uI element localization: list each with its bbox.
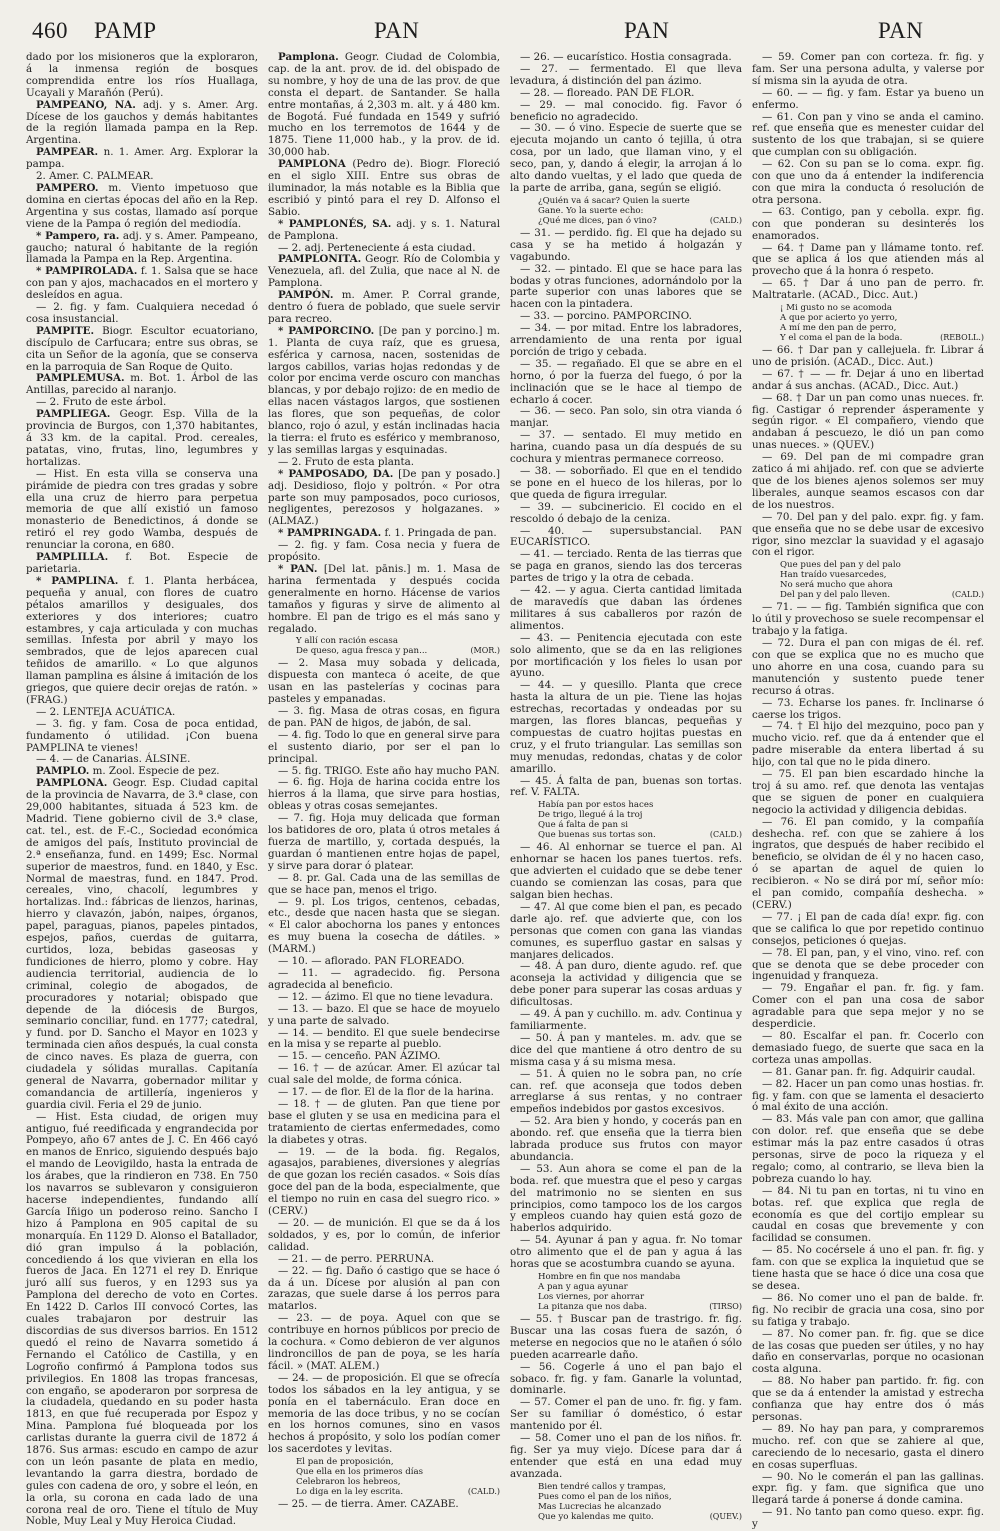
entry-headword: * PAMPLONÉS, SA.: [278, 217, 392, 230]
entry-definition: — 57. Comer el pan de uno. fr. fig. y fam. Ser su familiar ó doméstico, ó estar mantenido por él.: [510, 1396, 742, 1433]
entry-definition: — 3. fig. Masa de otras cosas, en figura de pan. PAN de higos, de jabón, de sal.: [268, 705, 500, 729]
entry-headword: PAMPLONITA.: [278, 253, 362, 266]
entry-definition: (Pedro de). Biogr. Floreció en el siglo XIII. Entre sus obras de iluminador, la más notable es la Biblia que escribió y pintó para el rey D. Alfonso el Sabio.: [268, 158, 500, 218]
dictionary-entry: [268, 290, 500, 326]
column-2: [268, 51, 500, 1511]
dictionary-entry: [268, 159, 500, 219]
dictionary-entry: [26, 552, 258, 576]
dictionary-entry: [752, 698, 984, 722]
dictionary-entry: [510, 1164, 742, 1235]
page-header: [20, 18, 986, 52]
dictionary-entry: [752, 1293, 984, 1329]
dictionary-entry: [752, 52, 984, 88]
entry-definition: — 62. Con su pan se lo coma. expr. fig. con que uno da á entender la indiferencia con que mira la conducta ó resolución de otra persona.: [752, 158, 984, 206]
entry-definition: — 15. — cenceño. PAN ÁZIMO.: [278, 1050, 441, 1063]
entry-definition: — 54. Ayunar á pan y agua. fr. No tomar otro alimento que el de pan y agua á las horas que se acostumbra cuando se ayuna.: [510, 1234, 742, 1271]
entry-headword: PAMPLIEGA.: [36, 408, 111, 421]
entry-headword: * PAMPRINGADA.: [278, 527, 382, 540]
dictionary-entry: [268, 968, 500, 992]
entry-definition: — 46. Al enhornar se tuerce el pan. Al enhornar se hacen los panes tuertos. refs. que advierten el cuidado que se debe tener cuando se comienzan las cosas, para que salgan bien hechas.: [510, 841, 742, 901]
entry-headword: * PAMPIROLADA.: [36, 265, 138, 278]
dictionary-entry: [510, 264, 742, 312]
entry-headword: PAMPLONA.: [36, 777, 108, 790]
entry-definition: — 83. Más vale pan con amor, que gallina con dolor. ref. que enseña que se debe estimar más la paz entre casados ú otras personas, sirve de poco la riqueza y el regalo; como, al contrario, se lleva bien la pobreza cuando lo hay.: [752, 1113, 984, 1185]
entry-definition: m. Viento impetuoso que domina en ciertas épocas del año en la Rep. Argentina y sus costas, llamado así porque viene de la Pampa ó región del mediodía.: [26, 181, 258, 230]
entry-definition: — 58. Comer uno el pan de los niños. fr. fig. Ser ya muy viejo. Dícese para dar á entender que está en una edad muy avanzada.: [510, 1432, 742, 1480]
entry-definition: [Del lat. pānis.] m. 1. Masa de harina fermentada y después cocida generalmente en horno. Hácense de varios tamaños y figuras y sirve de alimento al hombre. El pan de trigo es el más sano y regalado.: [268, 562, 500, 635]
entry-headword: Pamplona.: [278, 51, 339, 63]
column-1: [26, 51, 258, 1528]
dictionary-entry: [510, 902, 742, 962]
entry-definition: — Hist. Esta ciudad, de origen muy antiguo, fué reedificada y engrandecida por Pompeyo, año 67 antes de J. C. En 466 cayó en manos de Enrico, siguiendo después bajo el mando de Leovigildo, hasta la entrada de los árabes, que la rindieron en 738. En 750 los navarros se sublevaron y consiguieron hacerse independientes, fundando allí García Iñigo un poderoso reino. Sancho I hizo á Pamplona en 905 capital de su monarquía. En 1129 D. Alonso el Batallador, dió gran impulso á la población, concediendo á los que vivieran en ella los fueros de Jaca. En 1271 el rey D. Enrique juró allí sus fueros, y en 1293 sus ya Pamplona del derecho de voto en Cortes. En 1422 D. Carlos III convocó Cortes, las cuales trabajaron por destruir las discordias de sus diversos barrios. En 1512 quedó el reino de Navarra sometido á Fernando el Católico de Castilla, y en Logroño confirmó á Pamplona todos sus privilegios. En 1808 las tropas francesas, con engaño, se apoderaron por sorpresa de la ciudadela, quedando en su poder hasta 1813, en que fué recuperada por Espoz y Mina. Pamplona fué bloqueada por los carlistas durante la guerra civil de 1872 á 1876. Sus armas: escudo en campo de azur con un león pasante de plata en medio, levantando la garra diestra, bordado de gules con cadena de oro, y sobre el león, en la orla, su corona en cada lado de una corona real de oro. Tiene el título de Muy Noble, Muy Leal y Muy Heroica Ciudad.: [26, 1110, 258, 1528]
entry-definition: — 21. — de perro. PERRUNA.: [278, 1252, 435, 1265]
entry-definition: Biogr. Escultor ecuatoriano, discípulo de Carfucara; entre sus obras, se cita un Señor de la agonía, que se conserva en la parroquia de San Roque de Quito.: [26, 324, 258, 373]
entry-definition: m. Bot. 1. Árbol de las Antillas, parecido al naranjo.: [26, 372, 258, 397]
dictionary-entry: [752, 452, 984, 512]
entry-definition: — 69. Del pan de mi compadre gran zatico á mi ahijado. ref. con que se advierte que de los bienes ajenos solemos ser muy liberales, aunque seamos escasos con dar de los nuestros.: [752, 451, 984, 511]
entry-definition: — 81. Ganar pan. fr. fig. Adquirir caudal.: [762, 1065, 976, 1078]
entry-definition: — 42. — y agua. Cierta cantidad limitada de maravedís que daban las órdenes militares á sus caballeros por razón de alimentos.: [510, 584, 742, 632]
entry-definition: — 13. — bazo. El que se hace de moyuelo y una parte de salvado.: [268, 1002, 500, 1027]
entry-definition: — 26. — eucarístico. Hostia consagrada.: [520, 51, 732, 63]
entry-definition: — 34. — por mitad. Entre los labradores, arrendamiento de una renta por igual porción de trigo y cebada.: [510, 322, 742, 358]
entry-definition: [De pan y posado.] adj. Desidioso, flojo y poltrón. « Por otra parte son muy pamposados, poco curiosos, negligentes, perezosos y holgazanes. » (ALMAZ.): [268, 467, 500, 528]
entry-definition: — 39. — subcinericio. El cocido en el rescoldo ó debajo de la ceniza.: [510, 500, 742, 525]
entry-definition: — 35. — regañado. El que se abre en el horno, ó por la fuerza del fuego, ó por la inclinación que se le hace al tiempo de echarlo á cocer.: [510, 357, 742, 406]
verse-quote: [510, 195, 742, 228]
dictionary-entry: [268, 1004, 500, 1028]
dictionary-entry: [510, 1362, 742, 1398]
entry-definition: dado por los misioneros que la exploraron, á la inmensa región de bosques comprendida entre los ríos Huallaga, Ucayali y Marañón (Perú).: [26, 51, 258, 99]
dictionary-entry: [752, 1472, 984, 1508]
entry-definition: — 48. Á pan duro, diente agudo. ref. que aconseja la actividad y diligencia que se debe poner para superar las cosas arduas y dificultosas.: [510, 960, 742, 1009]
entry-definition: — 17. — de flor. El de la flor de la harina.: [278, 1086, 494, 1099]
entry-definition: — 16. † — de azúcar. Amer. El azúcar tal cual sale del molde, de forma cónica.: [268, 1062, 500, 1087]
dictionary-entry: [752, 817, 984, 912]
entry-definition: — 3. fig. y fam. Cosa de poca entidad, fundamento ó utilidad. ¡Con buena PAMPLINA te vienes!: [26, 717, 258, 754]
dictionary-entry: [510, 633, 742, 681]
entry-definition: — 51. Á quien no le sobra pan, no críe can. ref. que aconseja que todos deben arreglarse á sus rentas, y no contraer empeños indebidos por gastos excesivos.: [510, 1067, 742, 1116]
entry-definition: — 68. † Dar un pan como unas nueces. fr. fig. Castigar ó reprender ásperamente y según rigor. « El compañero, viendo que andaban á pescuezo, le dió un pan como unas nueces. » (QUEV.): [752, 391, 984, 452]
entry-definition: Geogr. Ciudad de Colombia, cap. de la ant. prov. de id. del obispado de su nombre, y hoy de una de las prov. de que consta el depart. de Santander. Se halla entre montañas, á 2,303 m. alt. y á 480 km. de Bogotá. Fué fundada en 1549 y sufrió mucho en los terremotos de 1644 y de 1875. Tiene 11,000 hab., y la prov. de id. 30,000 hab.: [268, 51, 500, 159]
dictionary-entry: [268, 873, 500, 897]
entry-definition: f. 1. Planta herbácea, pequeña y anual, con flores de cuatro pétalos amarillos y desiguales, dos exteriores y dos interiores; cuatro estambres, y caja articulada y con muchas semillas. Infesta por abril y mayo los sembrados, que de lejos aparecen cual teñidos de amarillo. « Lo que algunos llaman pamplina es álsine á imitación de los griegos, que quiere decir orejas de ratón. » (FRAG.): [26, 574, 258, 706]
entry-definition: [De pan y porcino.] m. 1. Planta de cuya raíz, que es gruesa, esférica y carnosa, nacen, sostenidas de largos cabillos, varias hojas redondas y de color por encima verde oscuro con manchas blancas, y por debajo rojizo: de en medio de ellas nacen vástagos largos, que sostienen las flores, que son pequeñas, de color blanco, rojo ó azul, y están inclinadas hacia la tierra: el fruto es esférico y membranoso, y las semillas largas y esquinadas.: [268, 324, 500, 456]
dictionary-entry: [510, 1033, 742, 1069]
entry-definition: — 19. — de la boda. fig. Regalos, agasajos, parabienes, diversiones y alegrías de que gozan los recién casados. « Sois días goce del pan de la boda, especialmente, que el tiempo no ruin en casa del suegro rico. » (CERV.): [268, 1145, 500, 1218]
quote-text: Que pues del pan y del palo Han traído vuesarcedes, No será mucho que ahora Del pan y del palo lleven.: [780, 560, 901, 601]
entry-definition: — 2. Fruto de esta planta.: [278, 455, 415, 468]
entry-definition: — 61. Con pan y vino se anda el camino. ref. que enseña que es menester cuidar del sustento de los que trabajan, si se quiere que cumplan con su obligación.: [752, 110, 984, 159]
entry-definition: — 74. † El hijo del mezquino, poco pan y mucho vicio. ref. que da á entender que el padre miserable da entera libertad á su hijo, con tal que no le pida dinero.: [752, 720, 984, 769]
entry-definition: n. 1. Amer. Arg. Explorar la pampa.: [26, 146, 258, 171]
entry-headword: PAMPLILLA.: [36, 551, 109, 564]
dictionary-entry: [752, 1186, 984, 1246]
dictionary-columns: [26, 51, 984, 1531]
entry-definition: — 22. — fig. Daño ó castigo que se hace ó da á un. Dícese por alusión al pan con zarazas, que suele darse á los perros para matarlos.: [268, 1264, 500, 1313]
dictionary-entry: [752, 948, 984, 984]
dictionary-entry: [510, 526, 742, 550]
dictionary-entry: [510, 359, 742, 407]
entry-definition: — 8. pr. Gal. Cada una de las semillas de que se hace pan, menos el trigo.: [268, 871, 500, 896]
entry-headword: PAMPLO.: [36, 765, 90, 778]
entry-definition: — 78. El pan, pan, y el vino, vino. ref. con que se denota que se debe proceder con ingenuidad y franqueza.: [752, 946, 984, 983]
entry-definition: 2. Amer. C. PALMEAR.: [36, 170, 154, 183]
entry-definition: — 85. No cocérsele á uno el pan. fr. fig. y fam. con que se explica la inquietud que se tiene hasta que se hace ó dice una cosa que se desea.: [752, 1244, 984, 1292]
entry-definition: — 73. Echarse los panes. fr. Inclinarse ó caerse los trigos.: [752, 696, 984, 721]
entry-definition: — 29. — mal conocido. fig. Favor ó beneficio no agradecido.: [510, 98, 742, 123]
dictionary-entry: [26, 326, 258, 374]
entry-definition: — 86. No comer uno el pan de balde. fr. fig. No recibir de gracia una cosa, sino por su fatiga y trabajo.: [752, 1291, 984, 1328]
dictionary-entry: [510, 228, 742, 264]
dictionary-entry: [510, 680, 742, 775]
entry-definition: — 89. No hay pan para, y compraremos mucho. ref. con que se zahiere al que, careciendo de lo necesario, gasta el dinero en cosas superfluas.: [752, 1422, 984, 1471]
quote-source: (CALD.): [709, 830, 742, 840]
dictionary-entry: [752, 159, 984, 207]
verse-quote: [752, 559, 984, 602]
quote-text: Había pan por estos haces De trigo, llegué á la troj Que á falta de pan si Que buenas sus tortas son.: [538, 800, 656, 841]
entry-headword: PAMPEAR.: [36, 146, 99, 159]
dictionary-entry: [510, 1009, 742, 1033]
entry-definition: — 79. Engañar el pan. fr. fig. y fam. Comer con el pan una cosa de sabor agradable para que sepa mejor y no se desperdicie.: [752, 982, 984, 1031]
entry-definition: — 4. fig. Todo lo que en general sirve para el sustento diario, por ser el pan lo principal.: [268, 728, 500, 765]
dictionary-entry: [752, 112, 984, 160]
entry-definition: — 4. — de Canarias. ÁLSINE.: [36, 753, 191, 766]
entry-definition: — 40. — supersubstancial. PAN EUCARÍSTICO.: [510, 524, 742, 549]
entry-definition: — 67. † — — fr. Dejar á uno en libertad andar á sus anchas. (ACAD., Dicc. Aut.): [752, 367, 984, 392]
dictionary-entry: [268, 658, 500, 706]
quote-text: Y allí con ración escasa De queso, agua fresca y pan...: [296, 636, 428, 657]
dictionary-entry: [510, 123, 742, 194]
entry-definition: — 49. Á pan y cuchillo. m. adv. Continua y familiarmente.: [510, 1008, 742, 1032]
dictionary-entry: [510, 502, 742, 526]
entry-headword: * PAMPLINA.: [36, 574, 119, 587]
entry-headword: PAMPÓN.: [278, 289, 334, 302]
guide-word-1: PAMP: [94, 18, 157, 43]
entry-definition: — 37. — sentado. El muy metido en harina, cuando pasa un día después de su cochura y mientras permanece correoso.: [510, 429, 742, 466]
dictionary-entry: [510, 776, 742, 800]
entry-definition: — 38. — soborñado. El que en el tendido se pone en el hueco de los hileras, por lo que queda de figura irregular.: [510, 465, 742, 501]
dictionary-entry: [752, 207, 984, 243]
dictionary-entry: [510, 1235, 742, 1271]
entry-definition: — 66. † Dar pan y callejuela. fr. Librar á uno de prisión. (ACAD., Dicc. Aut.): [752, 344, 984, 368]
entry-definition: — 11. — agradecido. fig. Persona agradecida al beneficio.: [268, 966, 500, 991]
entry-definition: — 43. — Penitencia ejecutada con este solo alimento, que se da en las religiones por mortificación y los fieles lo usan por ayuno.: [510, 631, 742, 680]
dictionary-entry: [26, 469, 258, 552]
entry-definition: — 70. Del pan y del palo. expr. fig. y fam. que enseña que no se debe usar de excesivo rigor, sino mezclar la suavidad y el agasajo con el rigor.: [752, 510, 984, 559]
dictionary-entry: [752, 721, 984, 769]
dictionary-entry: [510, 549, 742, 585]
dictionary-entry: [268, 730, 500, 766]
dictionary-entry: [268, 1063, 500, 1087]
entry-definition: adj. y s. 1. Natural de Pamplona.: [268, 217, 500, 242]
quote-text: Hombre en fin que nos mandaba A pan y agua ayunar Los viernes, por ahorrar La pitanza que nos daba.: [538, 1272, 681, 1312]
dictionary-entry: [26, 302, 258, 326]
dictionary-entry: [26, 1112, 258, 1529]
verse-quote: [510, 799, 742, 842]
dictionary-entry: [268, 469, 500, 529]
entry-definition: — 84. Ni tu pan en tortas, ni tu vino en botas. ref. que explica que regla de economía es que del cortijo emplear su caudal en cosas que brevemente y con facilidad se consumen.: [752, 1184, 984, 1245]
guide-word-3: PAN: [624, 18, 670, 43]
dictionary-entry: [26, 719, 258, 755]
quote-text: ¡ Mi gusto no se acomoda A que por acierto yo yerro, A mí me den pan de perro, Y el coma el pan de la boda.: [780, 303, 903, 344]
dictionary-entry: [268, 52, 500, 159]
dictionary-entry: [268, 1499, 500, 1511]
entry-definition: — 59. Comer pan con corteza. fr. fig. y fam. Ser una persona adulta, y valerse por sí misma sin la ayuda de otra.: [752, 51, 984, 87]
entry-definition: — 90. No le comerán el pan las gallinas. expr. fig. y fam. que significa que uno llegará tarde á ponerse á donde camina.: [752, 1470, 984, 1507]
entry-definition: — 18. † — de gluten. Pan que tiene por base el gluten y se usa en medicina para el tratamiento de ciertas enfermedades, como la diabetes y otras.: [268, 1097, 500, 1146]
entry-definition: — 45. Á falta de pan, buenas son tortas. ref. V. FALTA.: [510, 774, 742, 799]
guide-word-2: PAN: [374, 18, 420, 43]
guide-word-4: PAN: [878, 18, 924, 43]
entry-headword: PAMPEANO, NA.: [36, 98, 136, 111]
entry-definition: — 28. — floreado. PAN DE FLOR.: [520, 86, 695, 99]
dictionary-entry: [26, 409, 258, 469]
entry-headword: PAMPLONA: [278, 158, 346, 171]
dictionary-entry: [752, 345, 984, 369]
dictionary-entry: [268, 1147, 500, 1218]
dictionary-entry: [510, 100, 742, 124]
dictionary-entry: [26, 52, 258, 100]
entry-definition: — 31. — perdido. fig. El que ha dejado su casa y se ha metido á holgazán y vagabundo.: [510, 226, 742, 263]
dictionary-entry: [510, 64, 742, 88]
dictionary-entry: [268, 540, 500, 564]
dictionary-entry: [268, 706, 500, 730]
entry-definition: — 36. — seco. Pan solo, sin otra vianda ó manjar.: [510, 405, 742, 430]
dictionary-entry: [268, 813, 500, 873]
entry-definition: — 2. fig. y fam. Cualquiera necedad ó cosa insustancial.: [26, 301, 258, 325]
entry-definition: — 56. Cogerle á uno el pan bajo el sobaco. fr. fig. y fam. Ganarle la voluntad, dominarle.: [510, 1360, 742, 1397]
quote-source: (CALD.): [951, 590, 984, 600]
dictionary-entry: [510, 1397, 742, 1433]
dictionary-entry: [752, 393, 984, 453]
dictionary-entry: [752, 88, 984, 112]
entry-definition: Geogr. Esp. Villa de la provincia de Burgos, con 1,370 habitantes, á 33 km. de la capital. Prod. cereales, patatas, vino, frutas, lino, legumbres y hortalizas.: [26, 408, 258, 468]
entry-definition: f. Bot. Especie de parietaria.: [26, 551, 258, 575]
entry-definition: — 24. — de proposición. El que se ofrecía todos los sábados en la ley antigua, y se ponía en el tabernáculo. Eran doce en memoria de las doce tribus, y no se cocían en los hornos comunes, sino en vasos hechos á propósito, y solo los podían comer los sacerdotes y levitas.: [268, 1371, 500, 1456]
dictionary-entry: [268, 219, 500, 243]
quote-source: (REBOLL.): [940, 333, 984, 343]
entry-definition: — 7. fig. Hoja muy delicada que forman los batidores de oro, plata ú otros metales á fuerza de martillo, y, cortada después, la guardan ó mantienen entre hojas de papel, y sirve para dorar ó platear.: [268, 812, 500, 872]
verse-quote: [752, 302, 984, 345]
entry-definition: — 87. No comer pan. fr. fig. que se dice de las cosas que pueden ser útiles, y no hay daño en conservarlas, porque no ocasionan costa alguna.: [752, 1327, 984, 1376]
entry-definition: — 91. No tanto pan como queso. expr. fig. y: [752, 1506, 984, 1531]
quote-source: (TIRSO): [709, 1302, 742, 1311]
quote-source: (MOR.): [470, 646, 500, 656]
entry-definition: — 80. Escalfar el pan. fr. Cocerlo con demasiado fuego, de suerte que saca en la corteza unas ampollas.: [752, 1029, 984, 1066]
dictionary-entry: [752, 1376, 984, 1424]
entry-definition: — 6. fig. Hoja de harina cocida entre los hierros á la llama, que sirve para hostias, obleas y otras cosas semejantes.: [268, 776, 500, 813]
entry-definition: — 33. — porcino. PAMPORCINO.: [520, 310, 692, 323]
dictionary-entry: [752, 1079, 984, 1115]
entry-definition: — 10. — aflorado. PAN FLOREADO.: [278, 955, 465, 968]
dictionary-entry: [752, 1245, 984, 1293]
entry-definition: — 30. — ó vino. Especie de suerte que se ejecuta mojando un canto ó tejilla, ú otra cosa, por un lado, que llaman vino, y el seco, pan, y, dando á elegir, la arrojan á lo alto dando vueltas, y el lado que queda de la parte de arriba, gana, según se eligió.: [510, 122, 742, 194]
dictionary-entry: [752, 1031, 984, 1067]
entry-definition: — 72. Dura el pan con migas de él. ref. con que se explica que no es mucho que uno ahorre en una cosa, cuando para su manutención y sustento puede tener recurso á otras.: [752, 637, 984, 697]
dictionary-entry: [510, 406, 742, 430]
dictionary-entry: [510, 1433, 742, 1481]
dictionary-entry: [510, 842, 742, 902]
dictionary-entry: [752, 769, 984, 817]
dictionary-entry: [26, 183, 258, 231]
dictionary-entry: [268, 777, 500, 813]
dictionary-entry: [510, 585, 742, 633]
entry-definition: — 25. — de tierra. Amer. CAZABE.: [278, 1498, 459, 1511]
dictionary-entry: [510, 466, 742, 502]
entry-definition: adj. y s. Amer. Pampeano, gaucho; natural ó habitante de la región llamada la Pampa en la Rep. Argentina.: [26, 229, 258, 266]
dictionary-entry: [268, 564, 500, 635]
entry-definition: — 75. El pan bien escardado hinche la troj á su amo. ref. que denota las ventajas que se siguen de poner en cualquiera negocio la actividad y diligencia debidas.: [752, 768, 984, 816]
dictionary-entry: [268, 1099, 500, 1147]
entry-headword: * Pampero, ra.: [36, 229, 120, 242]
quote-text: ¿Quién va á sacar? Quien la suerte Gane. Yo la suerte echo: ¿Qué me dices, pan ó vino?: [538, 195, 690, 226]
quote-source: (QUEV.): [709, 1511, 742, 1521]
dictionary-entry: [268, 1266, 500, 1314]
dictionary-entry: [752, 1507, 984, 1531]
entry-headword: * PAMPORCINO.: [278, 324, 375, 337]
entry-definition: — 9. pl. Los trigos, centenos, cebadas, etc., desde que nacen hasta que se siegan. « El calor abochorna los panes y entonces es muy buena la cosecha de dátiles. » (MARM.): [268, 895, 500, 956]
entry-definition: — 52. Ara bien y hondo, y cocerás pan en abondo. ref. que enseña que la tierra bien labrada produce sus frutos con mayor abundancia.: [510, 1115, 742, 1163]
entry-headword: PAMPLEMUSA.: [36, 372, 125, 385]
dictionary-entry: [752, 512, 984, 560]
entry-definition: — 2. Masa muy sobada y delicada, dispuesta con manteca ó aceite, de que usan en las pastelerías y cocinas para pasteles y empanadas.: [268, 657, 500, 706]
entry-definition: — 14. — bendito. El que suele bendecirse en la misa y se reparte al pueblo.: [268, 1026, 500, 1051]
entry-definition: — 2. adj. Perteneciente á esta ciudad.: [278, 241, 476, 254]
dictionary-entry: [26, 266, 258, 302]
dictionary-entry: [752, 1329, 984, 1377]
entry-definition: m. Zool. Especie de pez.: [89, 765, 220, 778]
entry-definition: — 2. Fruto de este árbol.: [36, 396, 167, 409]
entry-definition: — 50. Á pan y manteles. m. adv. que se dice del que mantiene á otro dentro de su misma casa y á su misma mesa.: [510, 1031, 742, 1068]
verse-quote: [268, 1456, 500, 1499]
dictionary-entry: [752, 1114, 984, 1185]
column-4: [752, 51, 984, 1531]
entry-definition: — 12. — ázimo. El que no tiene levadura.: [278, 990, 494, 1003]
verse-quote: [510, 1271, 742, 1314]
entry-definition: — 32. — pintado. El que se hace para las bodas y otras funciones, adornándolo por la parte superior con unas labores que se hacen con la pintadera.: [510, 262, 742, 311]
entry-headword: PAMPERO.: [36, 181, 99, 194]
verse-quote: [510, 1481, 742, 1524]
entry-definition: m. Amer. P. Corral grande, dentro ó fuera de poblado, que suele servir para recreo.: [268, 289, 500, 325]
dictionary-entry: [752, 369, 984, 393]
dictionary-entry: [510, 1116, 742, 1164]
dictionary-entry: [752, 983, 984, 1031]
entry-definition: — 64. † Dame pan y llámame tonto. ref. que se aplica á los que atienden más al provecho que á la honra ó respeto.: [752, 241, 984, 278]
entry-definition: — 55. † Buscar pan de trastrigo. fr. fig. Buscar una las cosas fuera de sazón, ó meterse en negocios que no le atañen ó sólo pueden acarrearle daño.: [510, 1313, 742, 1361]
entry-definition: — 82. Hacer un pan como unas hostias. fr. fig. y fam. con que se lamenta el desacierto ó mal éxito de una acción.: [752, 1077, 984, 1114]
dictionary-entry: [510, 1314, 742, 1362]
entry-definition: — 88. No haber pan partido. fr. fig. con que se da á entender la amistad y estrecha confianza que hay entre dos ó más personas.: [752, 1375, 984, 1423]
entry-definition: — 53. Aun ahora se come el pan de la boda. ref. que muestra que el peso y cargas del matrimonio no se sienten en sus principios, como tampoco los de los cargos y empleos cuando hay quien está gozo de haberlos adquirido.: [510, 1162, 742, 1235]
quote-source: (CALD.): [467, 1487, 500, 1497]
entry-definition: — 20. — de munición. El que se da á los soldados, y es, por lo común, de inferior calidad.: [268, 1217, 500, 1253]
quote-text: El pan de proposición, Que ella en los primeros días Celebraron los hebreos, Lo diga en la ley escrita.: [296, 1457, 424, 1498]
entry-definition: f. 1. Salsa que se hace con pan y ajos, machacados en el mortero y desleídos en agua.: [26, 265, 258, 302]
entry-definition: adj. y s. Amer. Arg. Dícese de los gauchos y demás habitantes de la región llamada pampa en la Rep. Argentina.: [26, 98, 258, 147]
dictionary-entry: [752, 243, 984, 279]
dictionary-entry: [26, 576, 258, 707]
dictionary-entry: [268, 897, 500, 957]
entry-definition: — 5. fig. TRIGO. Este año hay mucho PAN.: [278, 764, 500, 777]
dictionary-entry: [510, 1069, 742, 1117]
entry-definition: — 71. — — fig. También significa que con lo útil y provechoso se suele recompensar el trabajo y la fatiga.: [752, 601, 984, 638]
dictionary-entry: [510, 961, 742, 1009]
dictionary-entry: [752, 602, 984, 638]
quote-source: (CALD.): [709, 215, 742, 225]
entry-definition: — 76. El pan comido, y la compañía deshecha. ref. con que se zahiere á los ingratos, que después de haber recibido el beneficio, se olvidan de él y no hacen caso, ó se apartan de aquel de quien lo recibieron. « No se dirá por mí, señor mío: el pan comido, compañía deshecha. » (CERV.): [752, 815, 984, 911]
entry-definition: f. 1. Pringada de pan.: [381, 527, 497, 540]
dictionary-entry: [26, 147, 258, 171]
entry-definition: — 2. LENTEJA ACUÁTICA.: [36, 705, 176, 718]
entry-definition: — 2. fig. y fam. Cosa necia y fuera de propósito.: [268, 539, 500, 564]
dictionary-entry: [752, 278, 984, 302]
dictionary-entry: [510, 430, 742, 466]
entry-definition: — Hist. En esta villa se conserva una pirámide de piedra con tres gradas y sobre ella una cruz de hierro para perpetua memoria de que allí existió un famoso monasterio de Benedictinos, á donde se retiró el rey godo Wamba, después de renunciar la corona, en 680.: [26, 467, 258, 552]
verse-quote: [268, 635, 500, 658]
dictionary-entry: [510, 323, 742, 359]
entry-definition: — 63. Contigo, pan y cebolla. expr. fig. con que ponderan su desinterés los enamorados.: [752, 205, 984, 242]
entry-headword: * PAMPOSADO, DA.: [278, 467, 394, 480]
entry-definition: — 65. † Dar á uno pan de perro. fr. Maltratarle. (ACAD., Dicc. Aut.): [752, 277, 984, 302]
dictionary-entry: [26, 373, 258, 397]
dictionary-entry: [26, 231, 258, 267]
dictionary-entry: [26, 778, 258, 1111]
page-number: 460: [32, 18, 68, 43]
quote-text: Bien tendré callos y trampas, Pues como el pan de los niños, Mas Lucrecias he alcanzado Que yo kalendas me quito.: [538, 1481, 672, 1522]
dictionary-entry: [268, 254, 500, 290]
entry-headword: PAMPITE.: [36, 324, 95, 337]
dictionary-entry: [268, 1028, 500, 1052]
entry-definition: — 44. — y quesillo. Planta que crece hasta la altura de un pie. Tiene las hojas estrechas, recortadas y ondeadas por su margen, las flores blancas, pequeñas y compuestas de cuatro hojitas puestas en cruz, y el fruto triangular. Las semillas son muy menudas, redondas, chatas y de color amarillo.: [510, 679, 742, 775]
entry-definition: Geogr. Río de Colombia y Venezuela, afl. del Zulia, que nace al N. de Pamplona.: [268, 253, 500, 290]
dictionary-entry: [268, 326, 500, 457]
dictionary-entry: [752, 912, 984, 948]
entry-definition: — 41. — terciado. Renta de las tierras que se paga en granos, siendo las dos terceras partes de trigo y la otra de cebada.: [510, 548, 742, 585]
entry-definition: — 23. — de poya. Aquel con que se contribuye en hornos públicos por precio de la cochura. « Como debieron de ver algunos lindroncillos de pan de poya, se les haría fácil. » (MAT. ALEM.): [268, 1312, 500, 1372]
entry-definition: — 47. Al que come bien el pan, es pecado darle ajo. ref. que advierte que, con los personas que comen con gana las viandas comunes, es superfluo gastar en salsas y manjares delicados.: [510, 900, 742, 961]
entry-definition: — 60. — — fig. y fam. Estar ya bueno un enfermo.: [752, 86, 984, 111]
dictionary-entry: [268, 1373, 500, 1456]
dictionary-entry: [268, 1313, 500, 1373]
dictionary-entry: [268, 1218, 500, 1254]
entry-definition: — 77. ¡ El pan de cada día! expr. fig. con que se califica lo que por repetido continuo consejos, peticiones ó quejas.: [752, 910, 984, 947]
entry-headword: * PAN.: [278, 562, 318, 575]
dictionary-entry: [752, 1424, 984, 1472]
dictionary-entry: [26, 100, 258, 148]
entry-definition: Geogr. Esp. Ciudad capital de la provincia de Navarra, de 3.ª clase, con 29,000 habitantes, situada á 523 km. de Madrid. Tiene gobierno civil de 3.ª clase, cat. tel., est. de F.-C., Sociedad económica de amigos del país, Instituto provincial de 2.ª enseñanza, fund. en 1499; Esc. Normal superior de maestros, fund. en 1840, y Esc. Normal de maestras, fund. en 1847. Prod. cereales, vino, chacolí, legumbres y hortalizas. Ind.: fábricas de lienzos, harinas, hierro y clavazón, jabón, naipes, órganos, papel, paraguas, pianos, papeles pintados, espejos, paños, cuerdas de guitarra, curtidos, loza, bebidas gaseosas y fundiciones de hierro, plomo y cobre. Hay audiencia territorial, audiencia de lo criminal, colegio de abogados, de procuradores y notarial; obispado que depende de la diócesis de Burgos, seminario conciliar, fund. en 1777; catedral, y fund. por D. Sancho el Mayor en 1023 y terminada cien años después, la cual consta de cinco naves. Es plaza de guerra, con ciudadela y sólidas murallas. Capitanía general de Navarra, gobernador militar y comandancia de artillería, ingenieros y guardia civil. Feria el 29 de junio.: [26, 777, 258, 1111]
entry-definition: — 27. — fermentado. El que lleva levadura, á distinción del pan ázimo.: [510, 62, 742, 87]
column-3: [510, 51, 742, 1522]
dictionary-entry: [752, 638, 984, 698]
